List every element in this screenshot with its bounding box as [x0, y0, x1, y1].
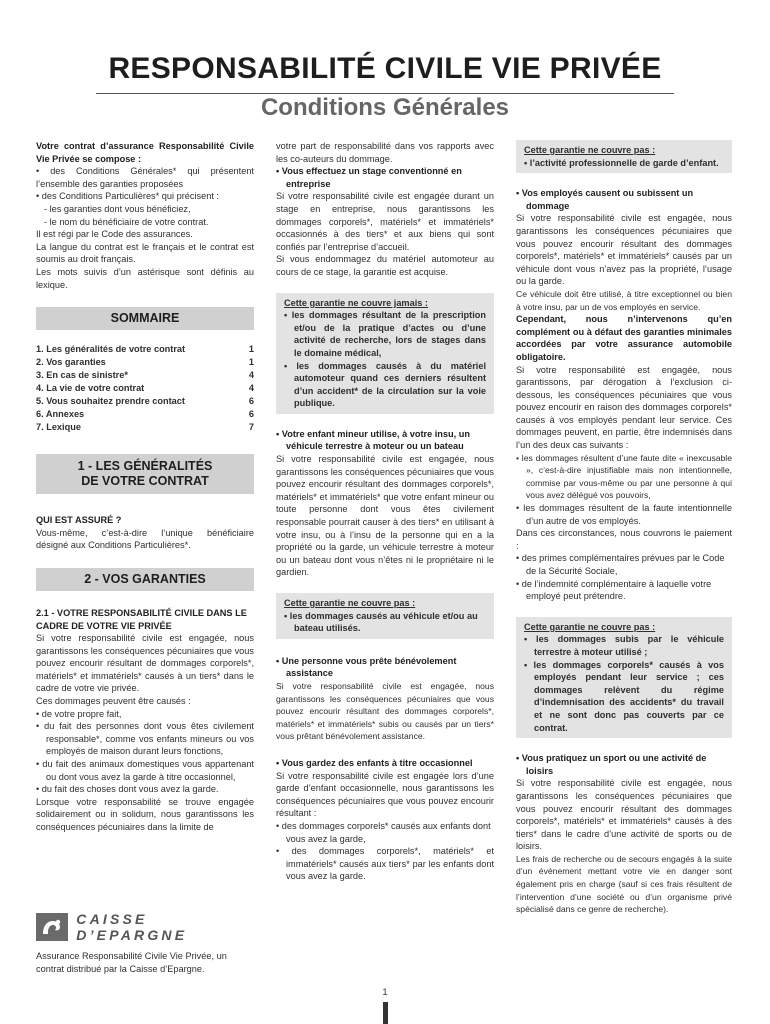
intro-text: La langue du contrat est le français et le contrat est soumis au droit français. — [36, 241, 254, 265]
body-text: Dans ces circonstances, nous couvrons le paiement : — [516, 528, 732, 551]
body-text: Si votre responsabilité est engagée, nous garantissons, par dérogation à l’exclusion ci-dessous, les conséquences pécuniaires que vous pouvez encourir en raison des dommages corporels* causés à vos employés pendant leur service. Ces dommages peuvent, en partie, être indemnisés dans l’un des deux cas suivants : — [516, 364, 732, 451]
exclusion-box — [276, 293, 494, 414]
exclusion-item: • l’activité professionnelle de garde d’enfant. — [524, 157, 719, 168]
list-item: • de l’indemnité complémentaire à laquelle votre employé peut prétendre. — [516, 578, 712, 602]
intro-item: - les garanties dont vous bénéficiez, — [44, 203, 191, 214]
document-title: RESPONSABILITÉ CIVILE VIE PRIVÉE — [108, 52, 662, 85]
exclusion-heading: Cette garantie ne couvre pas : — [524, 621, 656, 632]
body-text: Si votre responsabilité civile est engagée, nous garantissons les conséquences pécuniaires que vous pouvez encourir résultant de dommages corporels*, matériels* et immatériels* causés à un tiers* dans le cadre de votre vie privée. — [36, 633, 254, 694]
subsection-heading: • Votre enfant mineur utilise, à votre insu, un véhicule terrestre à moteur ou un bateau — [276, 428, 470, 452]
intro-item: • des Conditions Générales* qui présentent l’ensemble des garanties proposées — [36, 166, 254, 189]
column-middle — [276, 140, 494, 883]
list-item: • du fait des choses dont vous avez la garde. — [36, 784, 219, 795]
sommaire-item[interactable]: 4. La vie de votre contrat 4 — [36, 383, 254, 394]
subsection-heading: • Vous effectuez un stage conventionné en entreprise — [276, 166, 462, 189]
sommaire-list — [36, 343, 254, 434]
body-text: Ces dommages peuvent être causés : — [36, 696, 191, 707]
list-item: • les dommages résultent de la faute intentionnelle d’un autre de vos employés. — [516, 503, 732, 526]
exclusion-item: • les dommages causés au véhicule et/ou au bateau utilisés. — [284, 610, 478, 634]
body-text: Les frais de recherche ou de secours engagés à la suite d’un événement mettant votre vie en danger sont également pris en charge (sauf si ces frais résultent de l’intervention d’une société ou d’un organisme privé spécialisé dans ce genre de recherche). — [516, 853, 732, 915]
page-marker-bar — [383, 1002, 388, 1024]
page-number: 1 — [382, 987, 388, 998]
body-text: Lorsque votre responsabilité se trouve engagée solidairement ou in solidum, nous garantissons les conséquences pécuniaires dans la limite de — [36, 796, 254, 832]
exclusion-item: • les dommages subis par le véhicule terrestre à moteur utilisé ; — [524, 634, 724, 657]
column-left — [36, 140, 254, 834]
body-text: Si vous endommagez du matériel automoteur au cours de ce stage, la garantie est acquise. — [276, 254, 494, 277]
qui-text: Vous-même, c’est-à-dire l’unique bénéficiaire désigné aux Conditions Particulières*. — [36, 527, 254, 551]
sommaire-item[interactable]: 5. Vous souhaitez prendre contact 6 — [36, 396, 254, 407]
exclusion-item: • les dommages causés à du matériel automoteur quand ces derniers résultent d’un accident* de la circulation sur la voie publique. — [284, 360, 486, 409]
squirrel-logo-icon — [36, 913, 68, 941]
subsection-heading: • Vous gardez des enfants à titre occasionnel — [276, 757, 473, 768]
document-subtitle: Conditions Générales — [260, 94, 510, 121]
sommaire-item[interactable]: 2. Vos garanties 1 — [36, 357, 254, 368]
exclusion-item: • les dommages résultant de la prescription et/ou de la pratique d’actes ou d’une activité de recherche, lors de stages dans le domaine médical, — [284, 310, 486, 358]
list-item: • des primes complémentaires prévues par le Code de la Sécurité Sociale, — [516, 553, 725, 576]
sommaire-item[interactable]: 3. En cas de sinistre* 4 — [36, 370, 254, 381]
column-right — [516, 140, 732, 916]
exclusion-heading: Cette garantie ne couvre jamais : — [284, 297, 428, 308]
sommaire-item[interactable]: 7. Lexique 7 — [36, 422, 254, 433]
body-text-bold: Cependant, nous n’intervenons qu’en complément ou à défaut des garanties minimales accordées par votre assurance automobile obligatoire. — [516, 314, 732, 362]
body-text: Si votre responsabilité civile est engagée durant un stage en entreprise, nous garantissons les dommages corporels*, matériels* et immatériels* occasionnés à des tiers* et aux biens qui sont confiés par l’entreprise d’accueil. — [276, 191, 494, 252]
sommaire-header: SOMMAIRE — [36, 307, 254, 330]
body-text: Si votre responsabilité civile est engagée lors d’une garde d’enfant occasionnelle, nous garantissons les conséquences pécuniaires que vous pouvez encourir résultant : — [276, 770, 494, 819]
list-item: • les dommages résultent d’une faute dite « inexcusable », c’est-à-dire injustifiable mais non intentionnelle, commise par vous-même ou par une personne à qui vous avez délégué vos pouvoirs, — [516, 452, 732, 501]
qui-heading: QUI EST ASSURÉ ? — [36, 515, 122, 526]
list-item: • des dommages corporels* causés aux enfants dont vous avez la garde, — [276, 820, 491, 844]
exclusion-box — [516, 140, 732, 173]
list-item: • du fait des animaux domestiques vous appartenant ou dont vous avez la garde à titre occasionnel, — [36, 759, 254, 782]
subsection-heading: • Vous pratiquez un sport ou une activité de loisirs — [516, 753, 707, 776]
intro-heading: Votre contrat d’assurance Responsabilité Civile Vie Privée se compose : — [36, 141, 254, 164]
list-item: • du fait des personnes dont vous êtes civilement responsable*, comme vos enfants mineurs ou vos employés de maison durant leurs fonctions, — [36, 721, 254, 757]
exclusion-item: • les dommages corporels* causés à vos employés pendant leur service ; ces dommages relèvent du régime d’indemnisation des accidents* du travail et ne sont donc pas couverts par ce contrat. — [524, 659, 724, 733]
logo-wordmark: CAISSE D’EPARGNE — [76, 911, 188, 943]
footer-note: Assurance Responsabilité Civile Vie Privée, un contrat distribué par la Caisse d’Epargne. — [36, 951, 227, 974]
body-text: votre part de responsabilité dans vos rapports avec les co-auteurs du dommage. — [276, 141, 494, 164]
body-text: Si votre responsabilité civile est engagée, nous garantissons les conséquences pécuniaires que vous pouvez encourir résultant des dommages corporels*, matériels* et immatériels* causés à des tiers* dans le cadre d’une activité de sports ou de loisirs. — [516, 778, 732, 852]
section-1-header: 1 - LES GÉNÉRALITÉS DE VOTRE CONTRAT — [36, 454, 254, 494]
list-item: • de votre propre fait, — [36, 708, 122, 719]
section-2-header: 2 - VOS GARANTIES — [36, 568, 254, 591]
caisse-epargne-logo — [36, 912, 256, 942]
exclusion-heading: Cette garantie ne couvre pas : — [284, 598, 416, 608]
section-2-1-heading: 2.1 - VOTRE RESPONSABILITÉ CIVILE DANS LE CADRE DE VOTRE VIE PRIVÉE — [36, 607, 247, 631]
intro-item: • des Conditions Particulières* qui précisent : — [36, 191, 219, 202]
body-text: Si votre responsabilité civile est engagée, nous garantissons les conséquences pécuniaires que vous pouvez encourir résultant des dommages corporels*, matériels* et immatériels* que votre enfant mineur ou toute personne dont vous êtes civilement responsable pourrait causer à des tiers* en utilisant à votre insu, ou à l’insu de la personne qui en a la propriété ou la garde, un véhicule terrestre à moteur ou un bateau dont vous n’êtes ni le propriétaire ni le gardien. — [276, 454, 494, 578]
body-text: Si votre responsabilité civile est engagée, nous garantissons les conséquences pécuniaires que vous pouvez encourir résultant des dommages corporels*, matériels* et immatériels* causés par un véhicule dont vous n’avez pas la propriété, l’usage ou la garde. — [516, 213, 732, 287]
subsection-heading: • Une personne vous prête bénévolement assistance — [276, 655, 457, 679]
body-text: Si votre responsabilité civile est engagée, nous garantissons les conséquences pécuniaires que vous pouvez encourir résultant des dommages corporels*, matériels* et immatériels* subis ou causés par un tiers* vous prêtant bénévolement assistance. — [276, 680, 494, 742]
intro-text: Les mots suivis d’un astérisque sont définis au lexique. — [36, 266, 254, 290]
exclusion-box — [516, 617, 732, 738]
exclusion-box — [276, 593, 494, 639]
body-text: Ce véhicule doit être utilisé, à titre exceptionnel ou bien à votre insu, par un de vos employés en service. — [516, 288, 732, 312]
intro-text: Il est régi par le Code des assurances. — [36, 229, 193, 240]
sommaire-item[interactable]: 6. Annexes 6 — [36, 409, 254, 420]
list-item: • des dommages corporels*, matériels* et immatériels* causés aux tiers* par les enfants dont vous avez la garde. — [276, 846, 494, 882]
sommaire-item[interactable]: 1. Les généralités de votre contrat 1 — [36, 344, 254, 355]
exclusion-heading: Cette garantie ne couvre pas : — [524, 145, 656, 155]
intro-item: - le nom du bénéficiaire de votre contrat. — [44, 216, 209, 227]
subsection-heading: • Vos employés causent ou subissent un dommage — [516, 188, 694, 211]
